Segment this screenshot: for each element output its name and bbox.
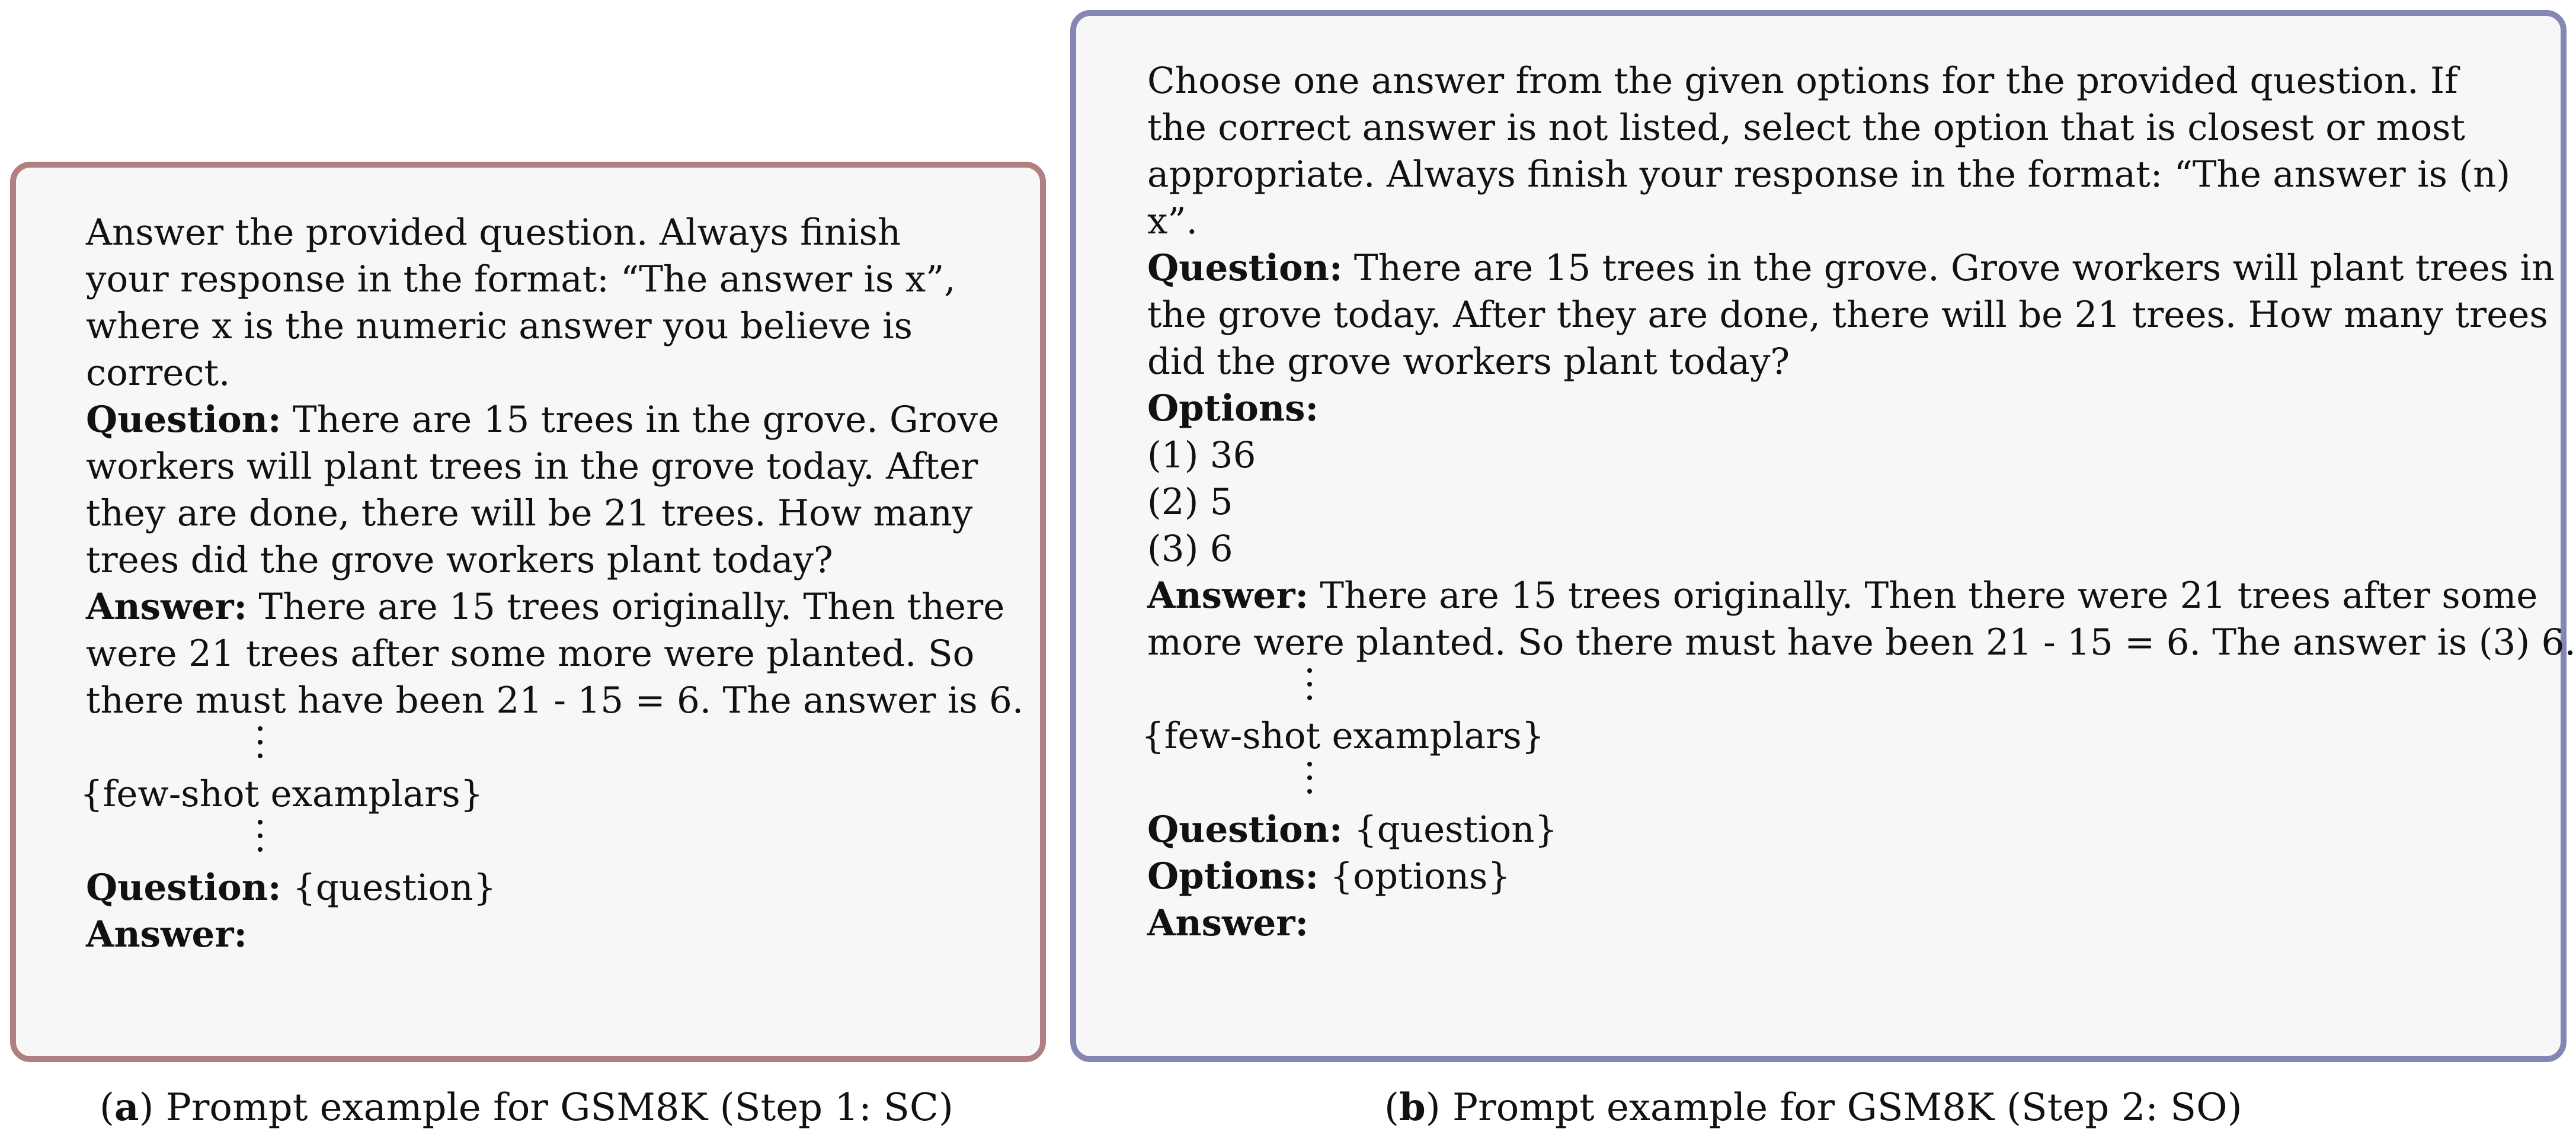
final-answer-label: Answer:	[1147, 902, 1308, 944]
question-line	[86, 396, 1004, 443]
final-options-label: Options:	[1147, 855, 1319, 897]
instruction-line: the correct answer is not listed, select the option that is closest or most	[1147, 107, 2465, 149]
question-line: they are done, there will be 21 trees. How many	[86, 492, 973, 534]
few-shot-placeholder: {few-shot examplars}	[80, 773, 484, 815]
final-answer-line	[86, 911, 1004, 958]
answer-label: Answer:	[86, 586, 247, 628]
final-answer-line	[1147, 900, 2525, 947]
prompt-panel-sc	[10, 162, 1046, 1062]
question-line: did the grove workers plant today?	[1147, 341, 1790, 383]
question-line: the grove today. After they are done, there will be 21 trees. How many trees	[1147, 294, 2548, 336]
caption-a: (a) Prompt example for GSM8K (Step 1: SC)	[100, 1085, 953, 1130]
options-label: Options:	[1147, 387, 1319, 429]
caption-b: (b) Prompt example for GSM8K (Step 2: SO)	[1384, 1085, 2242, 1130]
instruction-line: Choose one answer from the given options for the provided question. If	[1147, 60, 2458, 102]
question-text: There are 15 trees in the grove. Grove workers will plant trees in	[1342, 247, 2555, 289]
answer-line	[86, 583, 1004, 630]
ellipsis-vertical-icon	[86, 817, 1004, 864]
few-shot-placeholder: {few-shot examplars}	[1141, 715, 1545, 757]
ellipsis-vertical-icon	[86, 724, 1004, 771]
answer-text: There are 15 trees originally. Then there were 21 trees after some	[1308, 575, 2538, 617]
answer-label: Answer:	[1147, 575, 1308, 617]
question-line: workers will plant trees in the grove today. After	[86, 445, 978, 488]
instruction-line: your response in the format: “The answer is x”,	[86, 258, 956, 300]
instruction-line: where x is the numeric answer you believe is	[86, 305, 913, 347]
final-question-value: {question}	[1342, 809, 1558, 851]
answer-line: more were planted. So there must have been 21 - 15 = 6. The answer is (3) 6.	[1147, 621, 2576, 663]
final-question-line	[1147, 806, 2525, 853]
answer-text: There are 15 trees originally. Then there	[247, 586, 1005, 628]
option-item: (3) 6	[1147, 528, 1233, 570]
option-item: (1) 36	[1147, 434, 1256, 476]
final-question-label: Question:	[86, 867, 281, 909]
question-line	[1147, 245, 2555, 291]
answer-line: were 21 trees after some more were planted. So	[86, 633, 975, 675]
final-question-line	[86, 864, 1004, 911]
instruction-line: x”.	[1147, 200, 1198, 242]
instruction-line: correct.	[86, 352, 231, 394]
caption-b-letter: b	[1399, 1085, 1426, 1130]
final-answer-label: Answer:	[86, 913, 247, 955]
caption-a-letter: a	[114, 1085, 139, 1130]
final-question-value: {question}	[281, 867, 497, 909]
ellipsis-vertical-icon	[1147, 759, 2525, 806]
final-options-value: {options}	[1319, 855, 1511, 897]
answer-line	[1147, 572, 2538, 619]
ellipsis-vertical-icon	[1147, 666, 2525, 713]
prompt-panel-so	[1070, 10, 2576, 1062]
caption-a-text: Prompt example for GSM8K (Step 1: SC)	[153, 1086, 953, 1130]
option-item: (2) 5	[1147, 481, 1233, 523]
final-options-line	[1147, 853, 2525, 900]
answer-line: there must have been 21 - 15 = 6. The answer is 6.	[86, 679, 1024, 721]
question-label: Question:	[86, 399, 281, 441]
question-line: trees did the grove workers plant today?	[86, 539, 833, 581]
question-text: There are 15 trees in the grove. Grove	[281, 399, 1000, 441]
instruction-line: appropriate. Always finish your response in the format: “The answer is (n)	[1147, 153, 2511, 195]
question-label: Question:	[1147, 247, 1343, 289]
final-question-label: Question:	[1147, 809, 1343, 851]
caption-b-text: Prompt example for GSM8K (Step 2: SO)	[1440, 1086, 2242, 1130]
instruction-line: Answer the provided question. Always finish	[86, 211, 901, 254]
